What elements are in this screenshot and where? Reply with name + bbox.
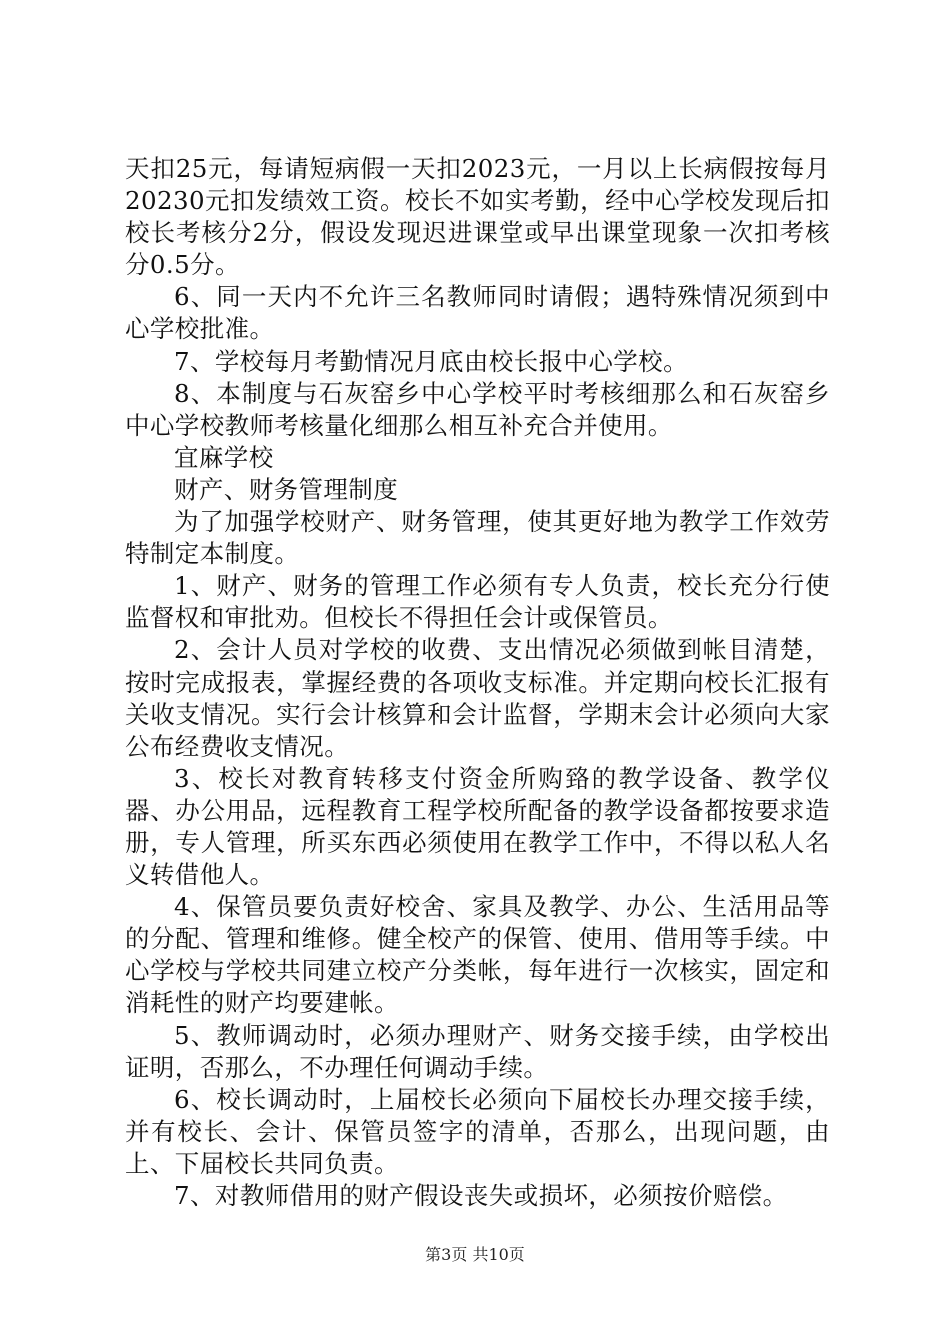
paragraph-7: 1、财产、财务的管理工作必须有专人负责，校长充分行使监督权和审批劝。但校长不得担任会计或保管员。 bbox=[125, 571, 830, 633]
paragraph-1: 6、同一天内不允许三名教师同时请假；遇特殊情况须到中心学校批准。 bbox=[125, 282, 830, 344]
paragraph-9: 3、校长对教育转移支付资金所购臵的教学设备、教学仪器、办公用品，远程教育工程学校所配备的教学设备都按要求造册，专人管理，所买东西必须使用在教学工作中，不得以私人名义转借他人。 bbox=[125, 763, 830, 890]
paragraph-2: 7、学校每月考勤情况月底由校长报中心学校。 bbox=[174, 346, 688, 376]
section-title: 财产、财务管理制度 bbox=[174, 474, 399, 504]
paragraph-11: 5、教师调动时，必须办理财产、财务交接手续，由学校出证明，否那么，不办理任何调动手续。 bbox=[125, 1020, 830, 1082]
paragraph-0: 天扣25元，每请短病假一天扣2023元，一月以上长病假按每月20230元扣发绩效工资。校长不如实考勤，经中心学校发现后扣校长考核分2分，假设发现迟进课堂或早出课堂现象一次扣考核分0.5分。 bbox=[125, 154, 830, 280]
page-number: 第3页 共10页 bbox=[425, 1245, 525, 1264]
paragraph-6: 为了加强学校财产、财务管理，使其更好地为教学工作效劳特制定本制度。 bbox=[125, 507, 830, 569]
paragraph-3: 8、本制度与石灰窑乡中心学校平时考核细那么和石灰窑乡中心学校教师考核量化细那么相互补充合并使用。 bbox=[125, 378, 830, 440]
paragraph-13: 7、对教师借用的财产假设丧失或损坏，必须按价赔偿。 bbox=[174, 1181, 788, 1210]
paragraph-12: 6、校长调动时，上届校长必须向下届校长办理交接手续，并有校长、会计、保管员签字的清单，否那么，出现问题，由上、下届校长共同负责。 bbox=[125, 1084, 830, 1178]
document-body bbox=[125, 153, 830, 1212]
paragraph-8: 2、会计人员对学校的收费、支出情况必须做到帐目清楚，按时完成报表，掌握经费的各项收支标准。并定期向校长汇报有关收支情况。实行会计核算和会计监督，学期末会计必须向大家公布经费收支情况。 bbox=[125, 635, 830, 761]
paragraph-10: 4、保管员要负责好校舍、家具及教学、办公、生活用品等的分配、管理和维修。健全校产的保管、使用、借用等手续。中心学校与学校共同建立校产分类帐，每年进行一次核实，固定和消耗性的财产均要建帐。 bbox=[125, 892, 830, 1018]
school-name: 宜麻学校 bbox=[174, 442, 274, 472]
